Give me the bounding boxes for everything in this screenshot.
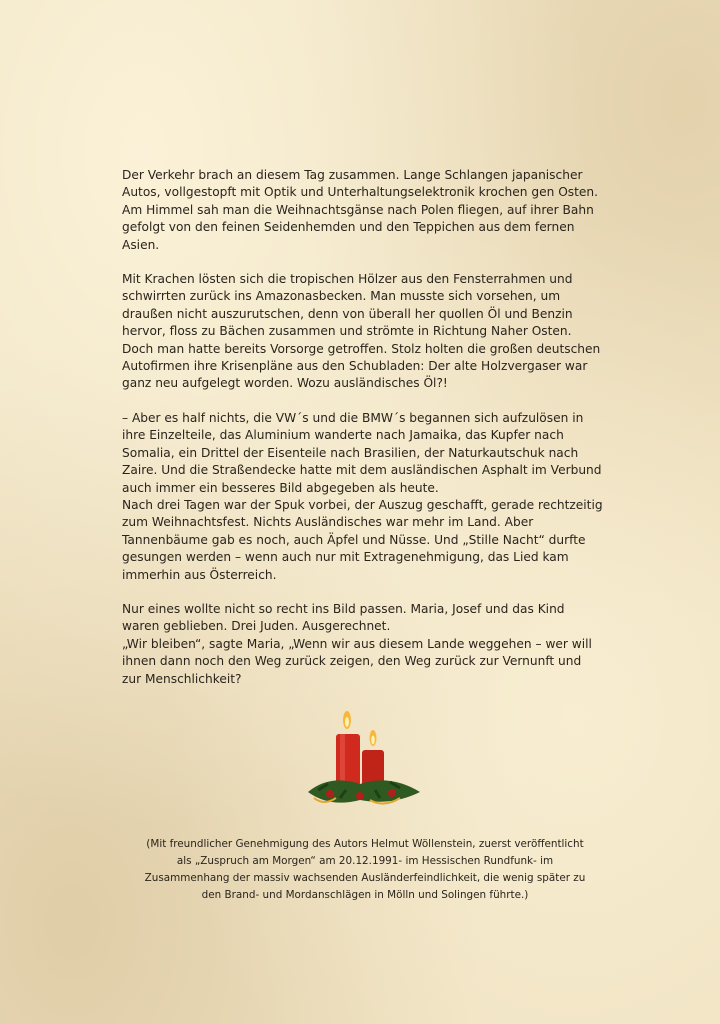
paragraph bbox=[122, 167, 622, 254]
text-line: immerhin aus Österreich. bbox=[122, 567, 277, 582]
text-line: Nur eines wollte nicht so recht ins Bild passen. Maria, Josef und das Kind bbox=[122, 601, 565, 616]
text-line: ihnen dann noch den Weg zurück zeigen, den Weg zurück zur Vernunft und bbox=[122, 654, 582, 669]
footer-line: (Mit freundlicher Genehmigung des Autors Helmut Wöllenstein, zuerst veröffentlicht bbox=[146, 838, 584, 850]
paragraph bbox=[122, 271, 622, 393]
footer-line: den Brand- und Mordanschlägen in Mölln und Solingen führte.) bbox=[201, 889, 529, 901]
text-line: ganz neu aufgelegt worden. Wozu ausländisches Öl?! bbox=[122, 376, 448, 391]
text-line: zum Weihnachtsfest. Nichts Ausländisches war mehr im Land. Aber bbox=[122, 515, 534, 530]
text-line: Nach drei Tagen war der Spuk vorbei, der Auszug geschafft, gerade rechtzeitig bbox=[122, 497, 603, 512]
advent-candles-icon bbox=[300, 708, 425, 813]
paragraph bbox=[122, 601, 622, 688]
text-line: Der Verkehr brach an diesem Tag zusammen. Lange Schlangen japanischer bbox=[122, 168, 583, 182]
text-line: Doch man hatte bereits Vorsorge getroffen. Stolz holten die großen deutschen bbox=[122, 341, 601, 356]
text-line: gefolgt von den feinen Seidenhemden und den Teppichen aus dem fernen bbox=[122, 220, 575, 235]
text-line: zur Menschlichkeit? bbox=[122, 671, 242, 686]
footer-line: Zusammenhang der massiv wachsenden Ausländerfeindlichkeit, die wenig später zu bbox=[144, 872, 586, 884]
text-line: – Aber es half nichts, die VW´s und die BMW´s begannen sich aufzulösen in bbox=[122, 410, 584, 425]
text-line: „Wir bleiben“, sagte Maria, „Wenn wir aus diesem Lande weggehen – wer will bbox=[122, 636, 592, 651]
paragraph bbox=[122, 410, 622, 584]
footer-line: als „Zuspruch am Morgen“ am 20.12.1991- im Hessischen Rundfunk- im bbox=[176, 855, 554, 867]
text-line: Somalia, ein Drittel der Eisenteile nach Brasilien, der Naturkautschuk nach bbox=[122, 445, 579, 460]
text-line: hervor, floss zu Bächen zusammen und strömte in Richtung Naher Osten. bbox=[122, 324, 572, 339]
text-line: schwirrten zurück ins Amazonasbecken. Man musste sich vorsehen, um bbox=[122, 289, 561, 304]
text-line: ihre Einzelteile, das Aluminium wanderte nach Jamaika, das Kupfer nach bbox=[122, 428, 564, 443]
text-line: auch immer ein besseres Bild abgegeben als heute. bbox=[122, 480, 439, 495]
text-line: Am Himmel sah man die Weihnachtsgänse nach Polen fliegen, auf ihrer Bahn bbox=[122, 202, 594, 217]
story-text bbox=[122, 167, 622, 705]
text-line: Asien. bbox=[122, 237, 160, 252]
attribution-note bbox=[100, 836, 630, 904]
text-line: Mit Krachen lösten sich die tropischen Hölzer aus den Fensterrahmen und bbox=[122, 272, 573, 287]
text-line: draußen nicht auszurutschen, denn von überall her quollen Öl und Benzin bbox=[122, 306, 573, 321]
text-line: Tannenbäume gab es noch, auch Äpfel und Nüsse. Und „Stille Nacht“ durfte bbox=[122, 532, 586, 547]
text-line: Autofirmen ihre Krisenpläne aus den Schubladen: Der alte Holzvergaser war bbox=[122, 359, 588, 374]
text-line: gesungen werden – wenn auch nur mit Extragenehmigung, das Lied kam bbox=[122, 550, 569, 565]
text-line: Autos, vollgestopft mit Optik und Unterhaltungselektronik krochen gen Osten. bbox=[122, 185, 599, 200]
text-line: waren geblieben. Drei Juden. Ausgerechnet. bbox=[122, 619, 391, 634]
text-line: Zaire. Und die Straßendecke hatte mit dem ausländischen Asphalt im Verbund bbox=[122, 463, 602, 478]
